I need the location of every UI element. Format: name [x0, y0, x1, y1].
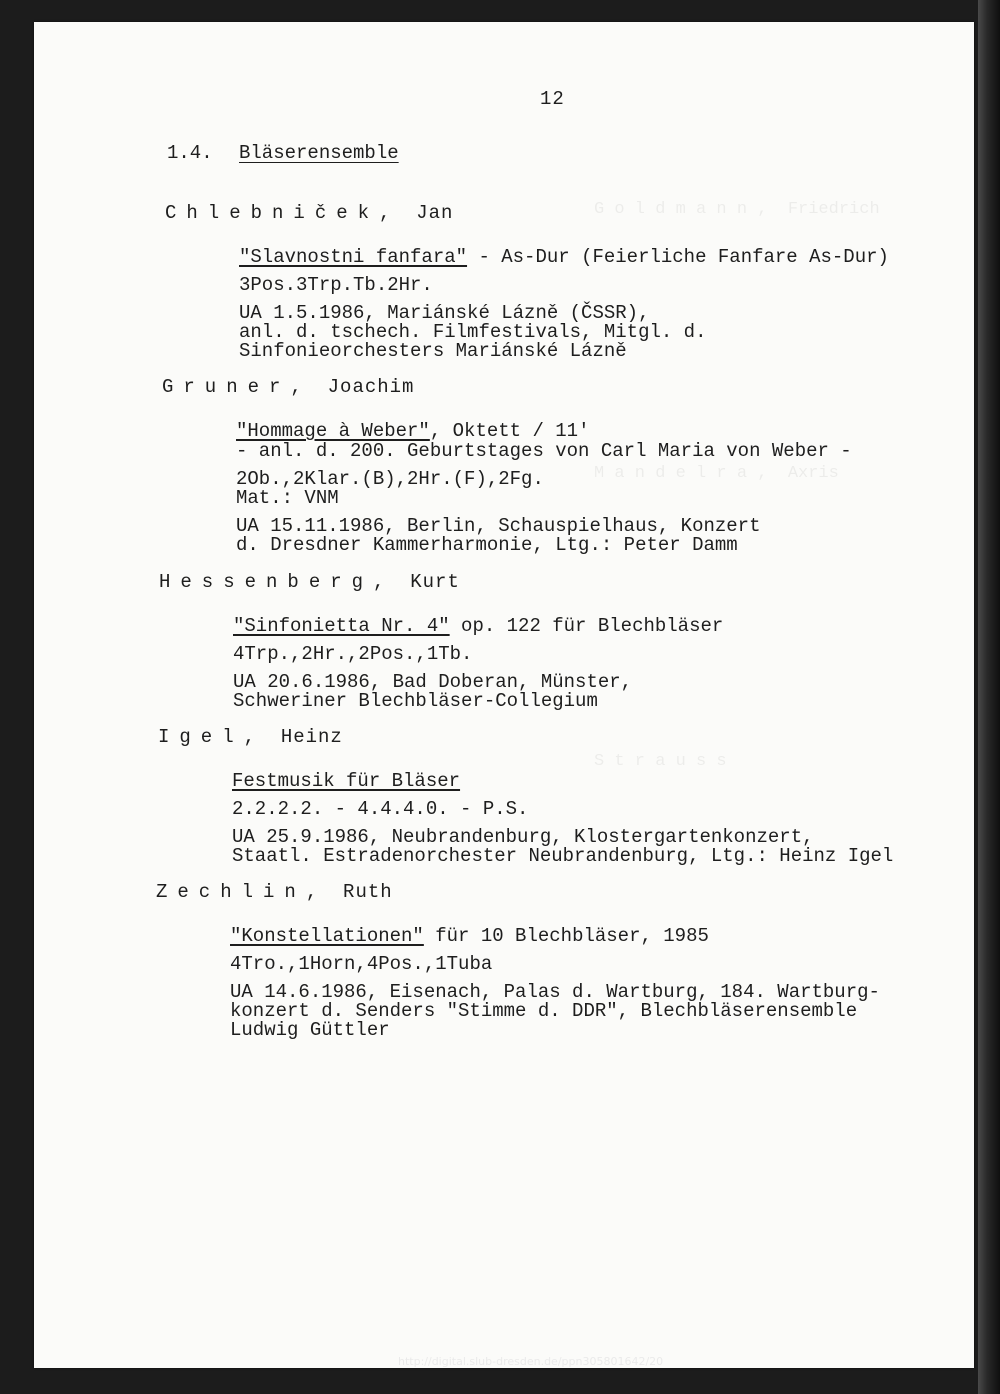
scoring: [165, 276, 945, 295]
work-note-line: - anl. d. 200. Geburtstages von Carl Maria von Weber -: [236, 440, 852, 462]
work-title-line: [156, 926, 936, 946]
composer-surname: Hessenberg: [159, 571, 374, 593]
work-title: "Slavnostni fanfara": [239, 246, 468, 268]
premiere-line: UA 20.6.1986, Bad Doberan, Münster,: [233, 671, 633, 693]
composer-name: Igel, Heinz: [158, 726, 343, 748]
work-description: , Oktett / 11': [429, 420, 590, 442]
scan-edge: [978, 0, 1000, 1394]
work-title-line: [162, 421, 942, 441]
page-number: 12: [540, 88, 565, 110]
premiere: [158, 828, 938, 866]
composer-firstname: Joachim: [327, 376, 415, 398]
work-description: - As-Dur (Feierliche Fanfare As-Dur): [467, 246, 889, 268]
composer-entry: [156, 881, 936, 1040]
composer-entry: [158, 726, 938, 866]
section-title: Bläserensemble: [239, 142, 399, 164]
work-title: Festmusik für Bläser: [232, 770, 461, 792]
premiere: [159, 673, 939, 711]
scoring-line: 4Tro.,1Horn,4Pos.,1Tuba: [230, 953, 493, 975]
material-line: Mat.: VNM: [236, 487, 339, 509]
premiere: [156, 983, 936, 1040]
work-title-line: [158, 771, 938, 791]
work-description: für 10 Blechbläser, 1985: [423, 925, 709, 947]
composer-surname: Igel: [158, 726, 244, 748]
premiere-line: anl. d. tschech. Filmfestivals, Mitgl. d.: [239, 321, 707, 343]
work-title: "Konstellationen": [230, 925, 424, 947]
work-description: op. 122 für Blechbläser: [449, 615, 724, 637]
composer-surname: Gruner: [162, 376, 291, 398]
composer-firstname: Jan: [416, 202, 454, 224]
premiere-line: UA 25.9.1986, Neubrandenburg, Klostergartenkonzert,: [232, 826, 814, 848]
scoring-line: 3Pos.3Trp.Tb.2Hr.: [239, 274, 433, 296]
document-page: [34, 22, 974, 1368]
composer-surname: Zechlin: [156, 881, 306, 903]
premiere-line: konzert d. Senders "Stimme d. DDR", Blechbläserensemble: [230, 1000, 858, 1022]
composer-firstname: Heinz: [280, 726, 343, 748]
composer-firstname: Kurt: [410, 571, 460, 593]
composer-name: Hessenberg, Kurt: [159, 571, 460, 593]
work-title-line: [165, 247, 945, 267]
section-heading: [167, 142, 399, 164]
scoring-line: 4Trp.,2Hr.,2Pos.,1Tb.: [233, 643, 473, 665]
section-number: 1.4.: [167, 142, 213, 164]
scoring: [162, 470, 942, 508]
scoring: [158, 800, 938, 819]
premiere-line: Schweriner Blechbläser-Collegium: [233, 690, 598, 712]
composer-name: Chlebniček, Jan: [165, 202, 454, 224]
premiere-line: UA 14.6.1986, Eisenach, Palas d. Wartburg, 184. Wartburg-: [230, 981, 880, 1003]
premiere-line: UA 15.11.1986, Berlin, Schauspielhaus, Konzert: [236, 515, 761, 537]
premiere-line: Ludwig Güttler: [230, 1019, 390, 1041]
premiere-line: d. Dresdner Kammerharmonie, Ltg.: Peter Damm: [236, 534, 738, 556]
scoring-line: 2.2.2.2. - 4.4.4.0. - P.S.: [232, 798, 529, 820]
premiere: [165, 304, 945, 361]
scoring: [156, 955, 936, 974]
composer-entry: [165, 202, 945, 361]
premiere-line: Staatl. Estradenorchester Neubrandenburg, Ltg.: Heinz Igel: [232, 845, 894, 867]
work-title: "Hommage à Weber": [236, 420, 430, 442]
composer-entry: [162, 376, 942, 555]
composer-name: Zechlin, Ruth: [156, 881, 393, 903]
premiere-line: Sinfonieorchesters Mariánské Lázně: [239, 340, 627, 362]
composer-entry: [159, 571, 939, 711]
composer-firstname: Ruth: [343, 881, 393, 903]
premiere-line: UA 1.5.1986, Mariánské Lázně (ČSSR),: [239, 302, 650, 324]
scoring: [159, 645, 939, 664]
source-url: http://digital.slub-dresden.de/ppn305801642/20: [398, 1355, 664, 1368]
scoring-line: 2Ob.,2Klar.(B),2Hr.(F),2Fg.: [236, 468, 544, 490]
work-title: "Sinfonietta Nr. 4": [233, 615, 450, 637]
bleed-through: G o l d m a n n , Friedrich M a n d e l r a , Axris S t r a u s s: [594, 200, 880, 771]
composer-surname: Chlebniček: [165, 202, 380, 224]
premiere: [162, 517, 942, 555]
work-title-line: [159, 616, 939, 636]
composer-name: Gruner, Joachim: [162, 376, 415, 398]
